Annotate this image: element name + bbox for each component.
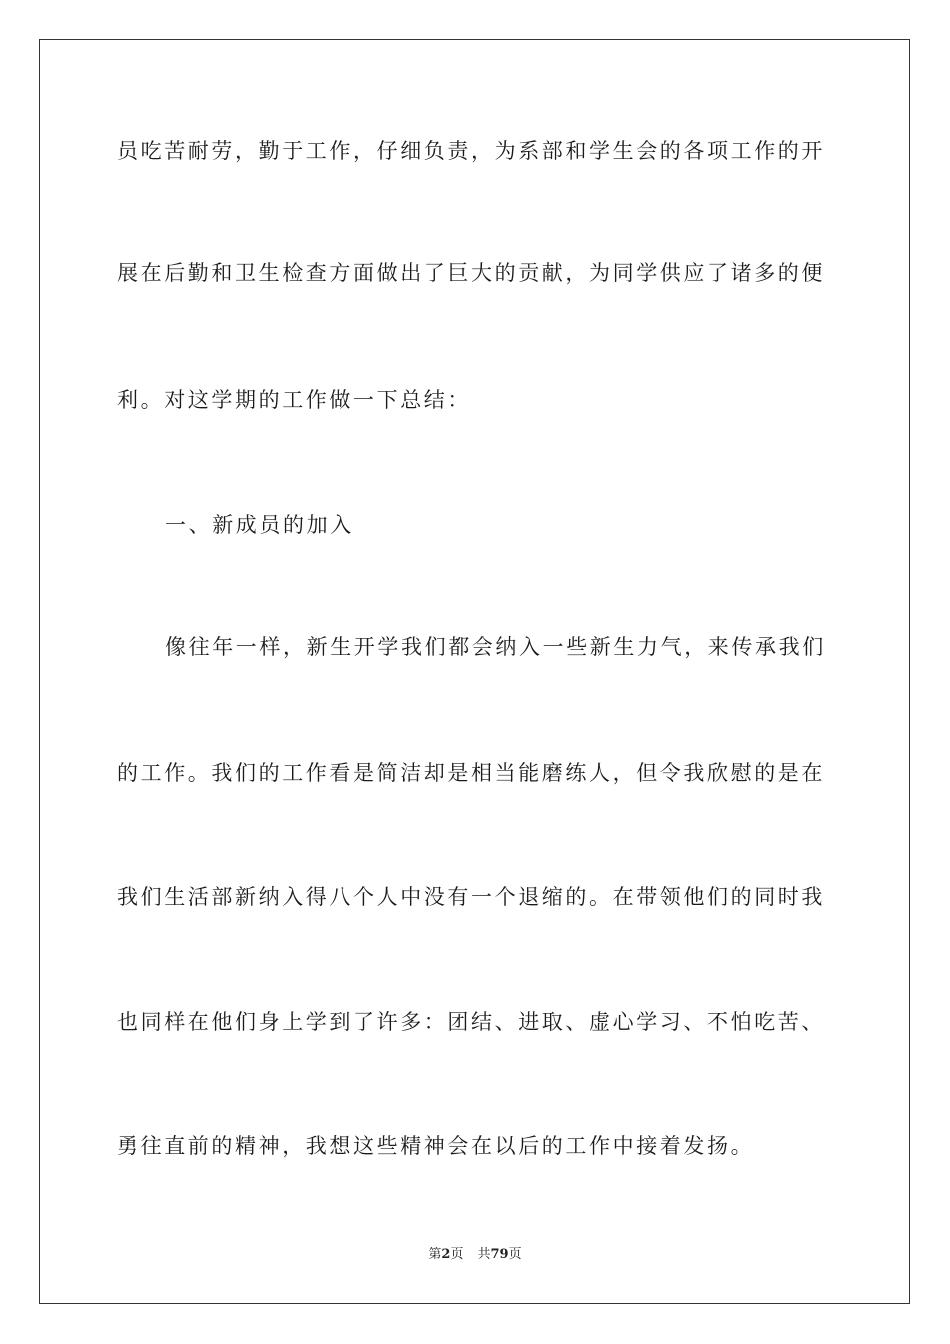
total-pages: 79: [490, 1247, 509, 1262]
paragraph-first-line: 像往年一样，新生开学我们都会纳入一些新生力气，来传承我们: [165, 635, 826, 659]
page-border: [39, 39, 910, 1304]
page-number: 2: [441, 1247, 451, 1262]
total-suffix: 页: [508, 1247, 522, 1262]
section-heading: 一、新成员的加入: [165, 513, 354, 537]
body-text-line: 我们生活部新纳入得八个人中没有一个退缩的。在带领他们的同时我: [117, 885, 825, 909]
total-prefix: 共: [477, 1247, 491, 1262]
body-text-line: 的工作。我们的工作看是简洁却是相当能磨练人，但令我欣慰的是在: [117, 761, 825, 785]
body-text-line: 勇往直前的精神，我想这些精神会在以后的工作中接着发扬。: [117, 1134, 755, 1158]
page-suffix: 页: [450, 1247, 464, 1262]
body-text-line: 展在后勤和卫生检查方面做出了巨大的贡献，为同学供应了诸多的便: [117, 261, 825, 285]
page-footer: [0, 1245, 950, 1265]
body-text-line: 也同样在他们身上学到了许多：团结、进取、虚心学习、不怕吃苦、: [117, 1010, 825, 1034]
body-text-line: 员吃苦耐劳，勤于工作，仔细负责，为系部和学生会的各项工作的开: [117, 139, 825, 163]
body-text-line: 利。对这学期的工作做一下总结：: [117, 388, 471, 412]
page-prefix: 第: [428, 1247, 442, 1262]
